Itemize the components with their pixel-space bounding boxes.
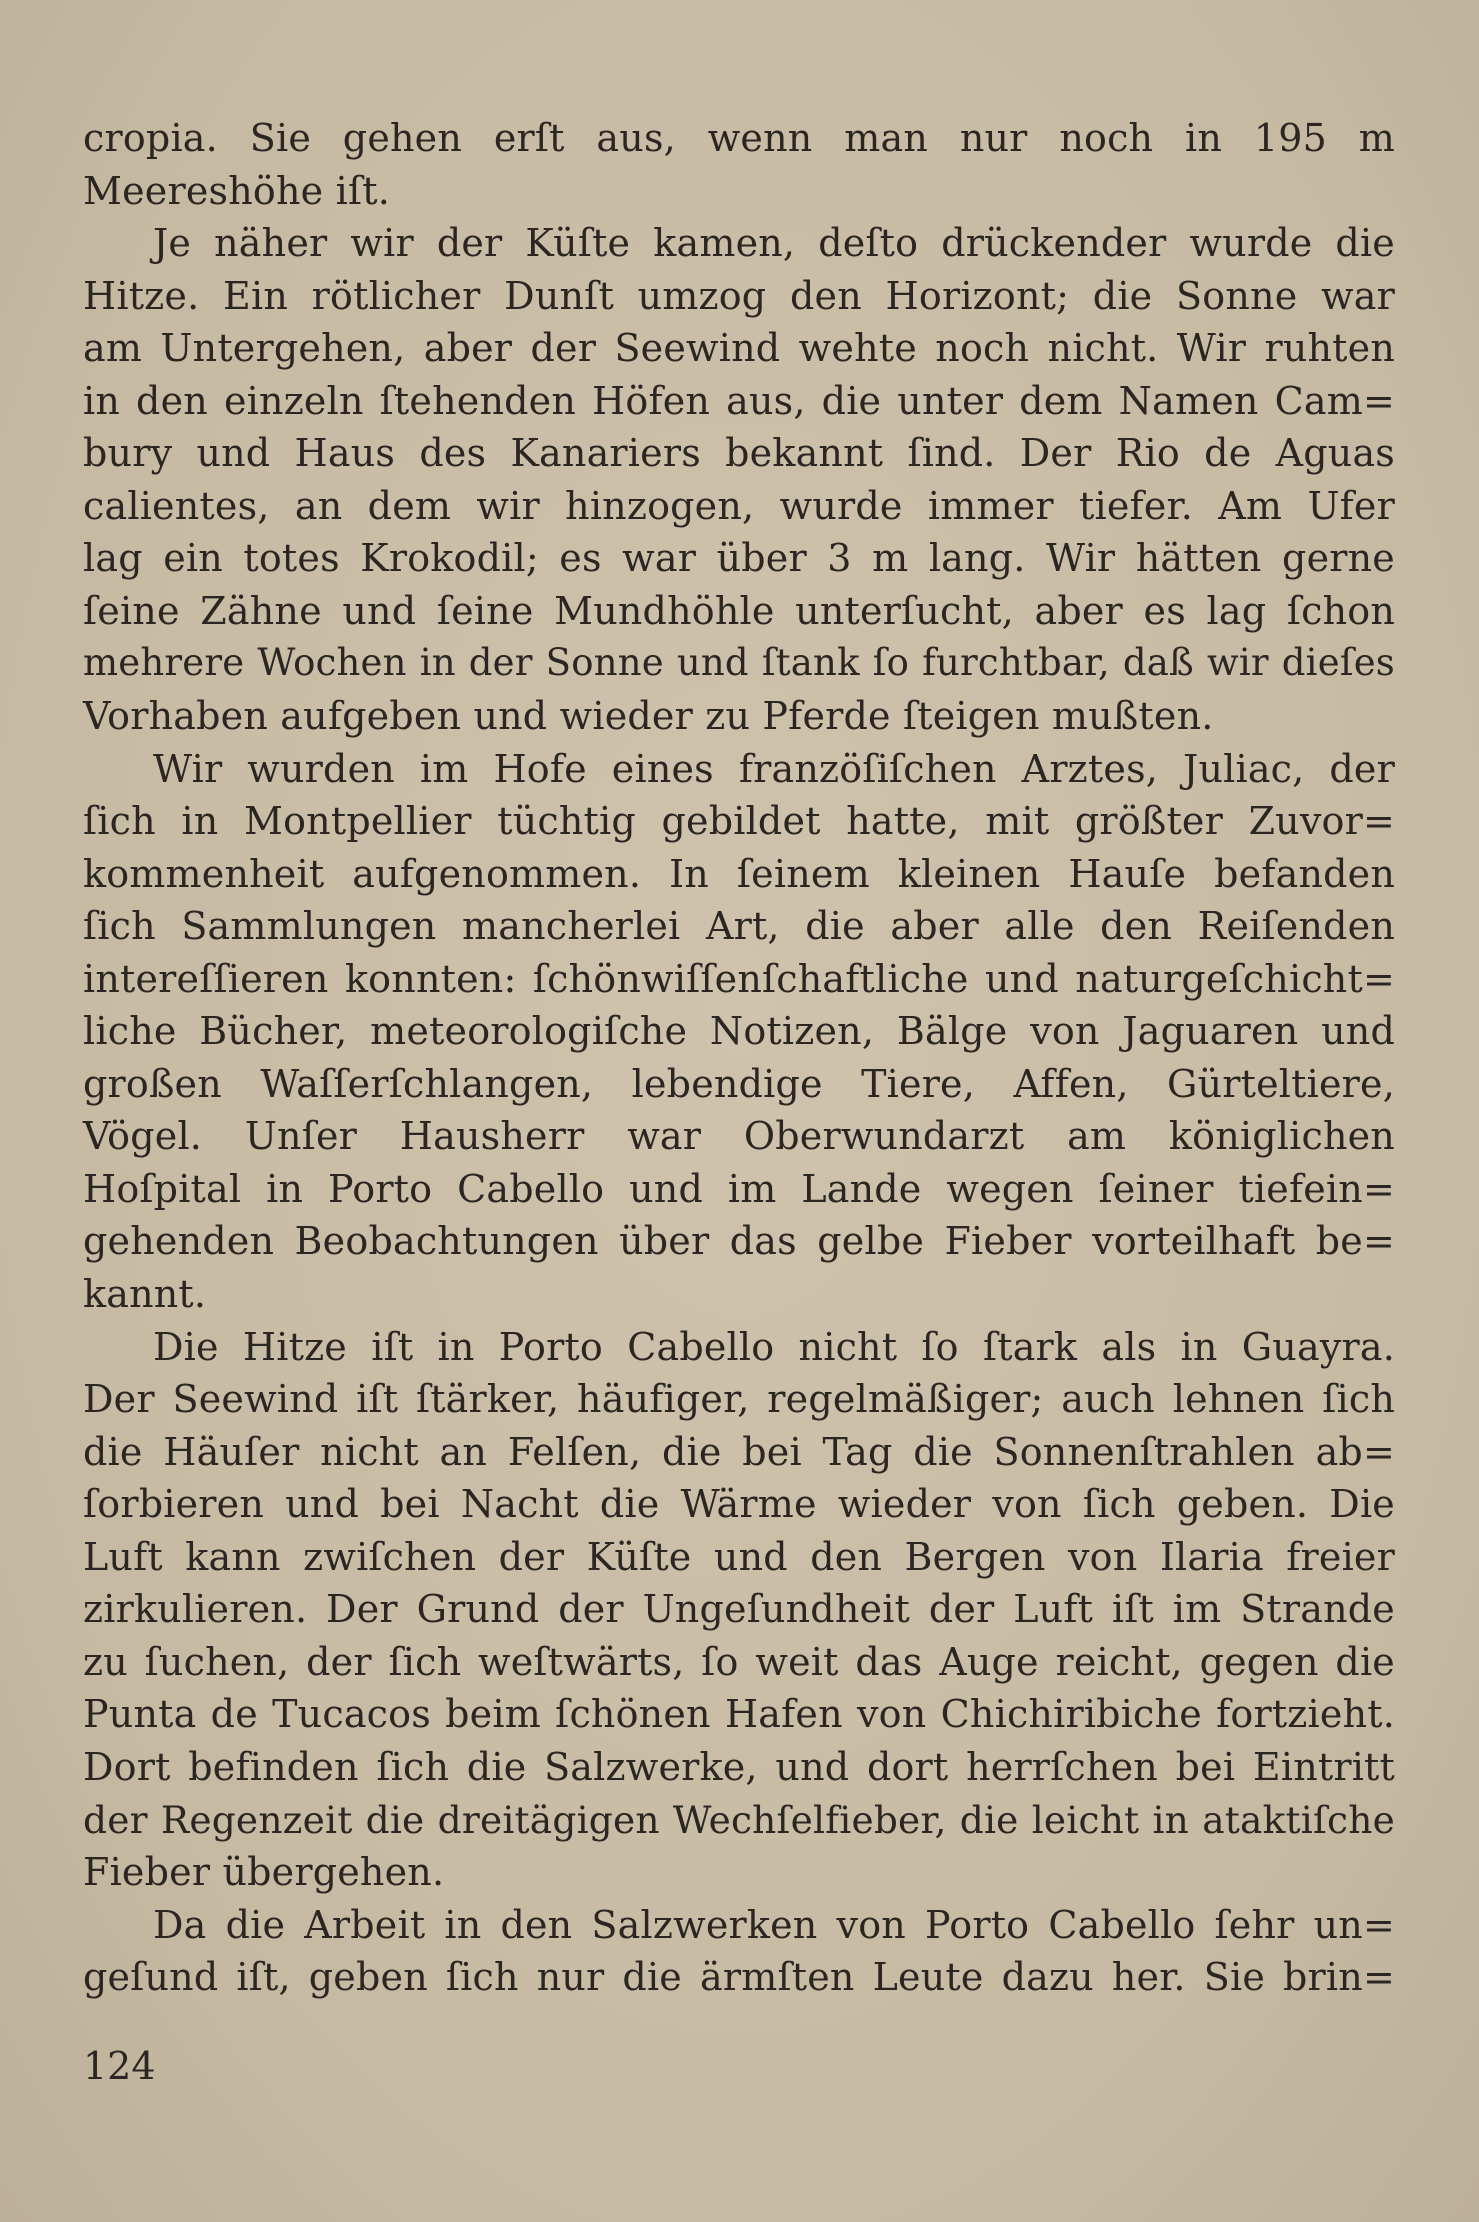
text-line: ſeine Zähne und ſeine Mundhöhle unterſucht, aber es lag ſchon [83, 588, 1395, 633]
text-line: Da die Arbeit in den Salzwerken von Porto Cabello ſehr un= [153, 1902, 1395, 1947]
body-text [83, 112, 1395, 2004]
text-line: Dort befinden ſich die Salzwerke, und dort herrſchen bei Eintritt [83, 1744, 1395, 1789]
text-line: liche Bücher, meteorologiſche Notizen, Bälge von Jaguaren und [83, 1009, 1395, 1054]
text-line: kannt. [83, 1272, 207, 1317]
text-line: Meereshöhe iſt. [83, 168, 390, 213]
text-line: Vorhaben aufgeben und wieder zu Pferde ſteigen mußten. [83, 694, 1214, 739]
text-line: zirkulieren. Der Grund der Ungeſundheit der Luft iſt im Strande [83, 1587, 1395, 1632]
text-line: Vögel. Unſer Hausherr war Oberwundarzt am königlichen [83, 1114, 1395, 1159]
text-line: Fieber übergehen. [83, 1850, 445, 1895]
text-line: Die Hitze iſt in Porto Cabello nicht ſo ſtark als in Guayra. [153, 1324, 1395, 1369]
page-number: 124 [83, 2044, 156, 2088]
text-line: zu ſuchen, der ſich weſtwärts, ſo weit das Auge reicht, gegen die [83, 1639, 1395, 1684]
text-line: der Regenzeit die dreitägigen Wechſelfieber, die leicht in ataktiſche [83, 1797, 1395, 1842]
text-line: cropia. Sie gehen erſt aus, wenn man nur noch in 195 m [83, 116, 1395, 160]
text-line: Wir wurden im Hofe eines franzöſiſchen Arztes, Juliac, der [153, 746, 1395, 791]
text-line: Der Seewind iſt ſtärker, häufiger, regelmäßiger; auch lehnen ſich [83, 1377, 1395, 1422]
text-line: großen Waſſerſchlangen, lebendige Tiere, Affen, Gürteltiere, [83, 1061, 1395, 1106]
text-line: intereſſieren konnten: ſchönwiſſenſchaftliche und naturgeſchicht= [83, 956, 1395, 1001]
text-line: lag ein totes Krokodil; es war über 3 m lang. Wir hätten gerne [83, 536, 1395, 581]
text-line: geſund iſt, geben ſich nur die ärmſten Leute dazu her. Sie brin= [83, 1955, 1395, 2000]
text-line: die Häuſer nicht an Felſen, die bei Tag die Sonnenſtrahlen ab= [83, 1429, 1395, 1474]
text-line: ſich Sammlungen mancherlei Art, die aber alle den Reiſenden [83, 904, 1395, 949]
text-line: Hitze. Ein rötlicher Dunſt umzog den Horizont; die Sonne war [83, 273, 1395, 318]
text-line: Je näher wir der Küſte kamen, deſto drückender wurde die [153, 221, 1395, 266]
text-line: Punta de Tucacos beim ſchönen Hafen von Chichiribiche fortzieht. [83, 1692, 1395, 1737]
text-line: Luft kann zwiſchen der Küſte und den Bergen von Ilaria freier [83, 1534, 1395, 1579]
text-line: am Untergehen, aber der Seewind wehte noch nicht. Wir ruhten [83, 326, 1395, 371]
text-line: kommenheit aufgenommen. In ſeinem kleinen Hauſe befanden [83, 851, 1395, 896]
text-line: bury und Haus des Kanariers bekannt ſind. Der Rio de Aguas [83, 431, 1395, 476]
text-line: ſich in Montpellier tüchtig gebildet hatte, mit größter Zuvor= [83, 799, 1395, 844]
text-line: gehenden Beobachtungen über das gelbe Fieber vorteilhaft be= [83, 1219, 1395, 1264]
text-line: in den einzeln ſtehenden Höfen aus, die unter dem Namen Cam= [83, 378, 1395, 423]
text-line: calientes, an dem wir hinzogen, wurde immer tiefer. Am Ufer [83, 483, 1395, 528]
text-line: mehrere Wochen in der Sonne und ſtank ſo furchtbar, daß wir dieſes [83, 641, 1395, 685]
text-line: ſorbieren und bei Nacht die Wärme wieder von ſich geben. Die [83, 1482, 1395, 1527]
text-line: Hoſpital in Porto Cabello und im Lande wegen ſeiner tiefein= [83, 1166, 1395, 1211]
